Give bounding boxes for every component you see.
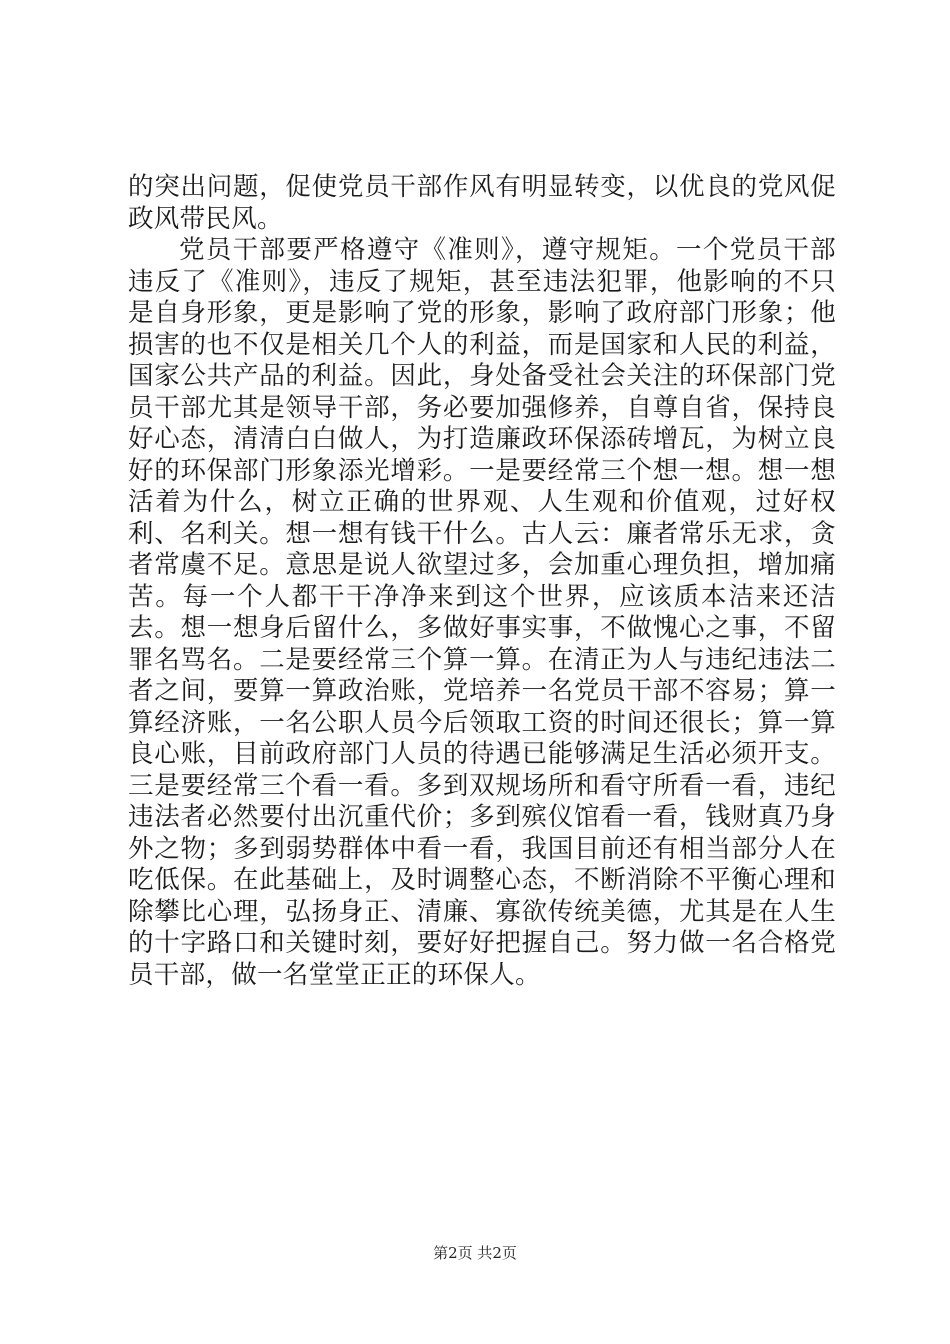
page-number-footer: 第2页 共2页 (433, 1244, 517, 1262)
paragraph-main: 党员干部要严格遵守《准则》，遵守规矩。一个党员干部违反了《准则》，违反了规矩，甚至违法犯罪，他影响的不只是自身形象，更是影响了党的形象，影响了政府部门形象；他损害的也不仅是相关几个人的利益，而是国家和人民的利益，国家公共产品的利益。因此，身处备受社会关注的环保部门党员干部尤其是领导干部，务必要加强修养，自尊自省，保持良好心态，清清白白做人，为打造廉政环保添砖增瓦，为树立良好的环保部门形象添光增彩。一是要经常三个想一想。想一想活着为什么，树立正确的世界观、人生观和价值观，过好权利、名利关。想一想有钱干什么。古人云：廉者常乐无求，贪者常虞不足。意思是说人欲望过多，会加重心理负担，增加痛苦。每一个人都干干净净来到这个世界，应该质本洁来还洁去。想一想身后留什么，多做好事实事，不做愧心之事，不留罪名骂名。二是要经常三个算一算。在清正为人与违纪违法二者之间，要算一算政治账，党培养一名党员干部不容易；算一算经济账，一名公职人员今后领取工资的时间还很长；算一算良心账，目前政府部门人员的待遇已能够满足生活必须开支。三是要经常三个看一看。多到双规场所和看守所看一看，违纪违法者必然要付出沉重代价；多到殡仪馆看一看，钱财真乃身外之物；多到弱势群体中看一看，我国目前还有相当部分人在吃低保。在此基础上，及时调整心态，不断消除不平衡心理和除攀比心理，弘扬身正、清廉、寡欲传统美德，尤其是在人生的十字路口和关键时刻，要好好把握自己。努力做一名合格党员干部，做一名堂堂正正的环保人。 (128, 235, 836, 990)
paragraph-continuation: 的突出问题，促使党员干部作风有明显转变，以优良的党风促政风带民风。 (128, 172, 836, 234)
document-body (128, 172, 836, 991)
